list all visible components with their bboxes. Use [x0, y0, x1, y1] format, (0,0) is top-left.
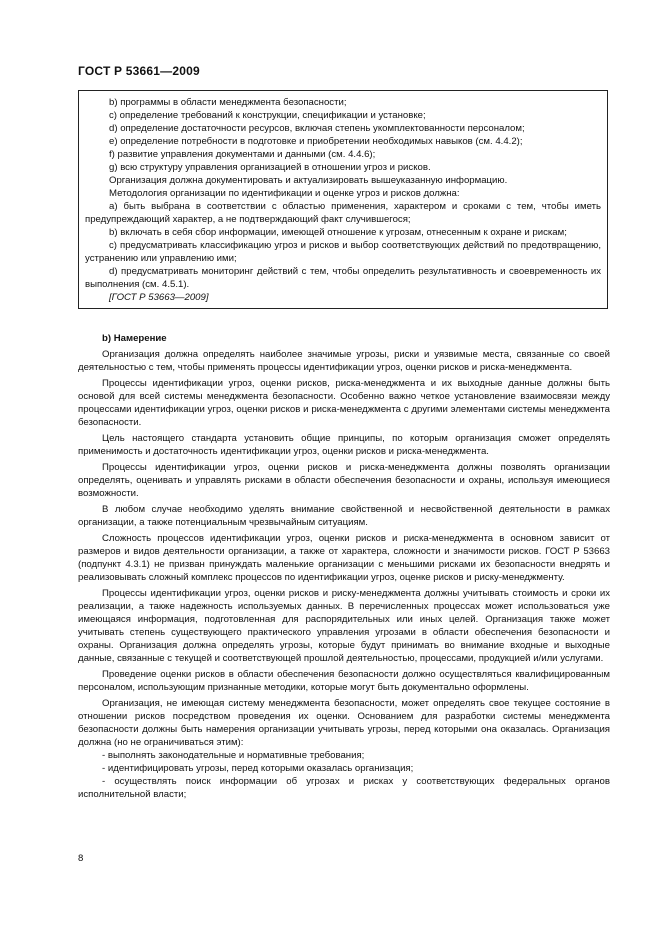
quoted-standard-box [78, 90, 608, 309]
dash-item: - идентифицировать угрозы, перед которыми оказалась организация; [102, 763, 414, 774]
paragraph: Организация должна определять наиболее значимые угрозы, риски и уязвимые места, связанные со своей деятельностью с тем, чтобы применять процессы идентификации угроз, оценки рисков и риска-менеджмента. [78, 349, 610, 373]
box-item: e) определение потребности в подготовке и приобретении необходимых навыков (см. 4.4.2); [109, 136, 523, 147]
paragraph: Сложность процессов идентификации угроз, оценки рисков и риска-менеджмента в основном зависит от размеров и видов деятельности организации, а также от характера, сложности и значимости рисков. ГОСТ Р 53663 (подпункт 4.3.1) не призван принуждать маленькие организации с меньшими рисками их безопасности внедрять и реализовывать сложный комплекс процессов по идентификации угроз, оценке рисков и риску-менеджменту. [78, 533, 610, 583]
box-item: c) предусматривать классификацию угроз и рисков и выбор соответствующих действий по предотвращению, устранению или управлению ими; [85, 240, 601, 264]
paragraph: Процессы идентификации угроз, оценки рисков и риску-менеджмента должны учитывать стоимость и сроки их реализации, а также надежность используемых данных. В перечисленных процессах может использоваться уже имеющаяся информация, подготовленная для распорядительных или иных целей. Организация также может учитывать степень существующего практического управления угрозами в области обеспечения безопасности и охраны. Организация должна определять угрозы, которые будут принимать во внимание входные и выходные данные, связанные с текущей и соответствующей прошлой деятельностью, процессами, продукцией и/или услугами. [78, 588, 610, 664]
box-item: b) включать в себя сбор информации, имеющей отношение к угрозам, отнесенным к охране и рискам; [109, 227, 567, 238]
box-paragraph: Организация должна документировать и актуализировать вышеуказанную информацию. [109, 175, 508, 186]
box-item: d) определение достаточности ресурсов, включая степень укомплектованности персоналом; [109, 123, 525, 134]
paragraph: Процессы идентификации угроз, оценки рисков, риска-менеджмента и их выходные данные должны быть основой для всей системы менеджмента безопасности. Особенно важно четкое установление взаимосвязи между процессами идентификации угроз, оценки рисков и риска-менеджмента с другими элементами системы менеджмента безопасности. [78, 378, 610, 428]
main-text [78, 330, 610, 801]
box-item: g) всю структуру управления организацией в отношении угроз и рисков. [109, 162, 431, 173]
paragraph: Проведение оценки рисков в области обеспечения безопасности должно осуществляться квалифицированным персоналом, использующим признанные методики, которые могут быть документально оформлены. [78, 669, 610, 693]
paragraph: Цель настоящего стандарта установить общие принципы, по которым организация сможет определять применимость и достаточность идентификации угроз, оценки рисков и риска-менеджмента. [78, 433, 610, 457]
page-number: 8 [78, 853, 84, 864]
paragraph: В любом случае необходимо уделять внимание свойственной и несвойственной деятельности в рамках организации, а также потенциальным чрезвычайным ситуациям. [78, 504, 610, 528]
box-item: f) развитие управления документами и данными (см. 4.4.6); [109, 149, 376, 160]
dash-item: - осуществлять поиск информации об угрозах и рисках у соответствующих федеральных органов исполнительной власти; [78, 776, 610, 800]
document-header: ГОСТ Р 53661—2009 [78, 64, 200, 78]
box-item: c) определение требований к конструкции, спецификации и установке; [109, 110, 426, 121]
box-item: b) программы в области менеджмента безопасности; [109, 97, 347, 108]
paragraph: Организация, не имеющая систему менеджмента безопасности, может определять свое текущее состояние в отношении рисков посредством проведения их оценки. Основанием для разработки системы менеджмента безопасности должны быть намерения организации учитывать угрозы, перед которыми она оказалась. Организация должна (но не ограничиваться этим): [78, 698, 610, 748]
box-item: a) быть выбрана в соответствии с областью применения, характером и сроками с тем, чтобы иметь предупреждающий характер, а не подтверждающий факт случившегося; [85, 201, 601, 225]
dash-item: - выполнять законодательные и нормативные требования; [102, 750, 365, 761]
box-reference: [ГОСТ Р 53663—2009] [109, 292, 209, 303]
paragraph: Процессы идентификации угроз, оценки рисков и риска-менеджмента должны позволять организации определять, оценивать и управлять рисками в области обеспечения безопасности и охраны, используя имеющиеся возможности. [78, 462, 610, 499]
box-paragraph: Методология организации по идентификации и оценке угроз и рисков должна: [109, 188, 460, 199]
section-heading: b) Намерение [102, 333, 167, 344]
box-item: d) предусматривать мониторинг действий с тем, чтобы определить результативность и своевременность их выполнения (см. 4.5.1). [85, 266, 601, 290]
